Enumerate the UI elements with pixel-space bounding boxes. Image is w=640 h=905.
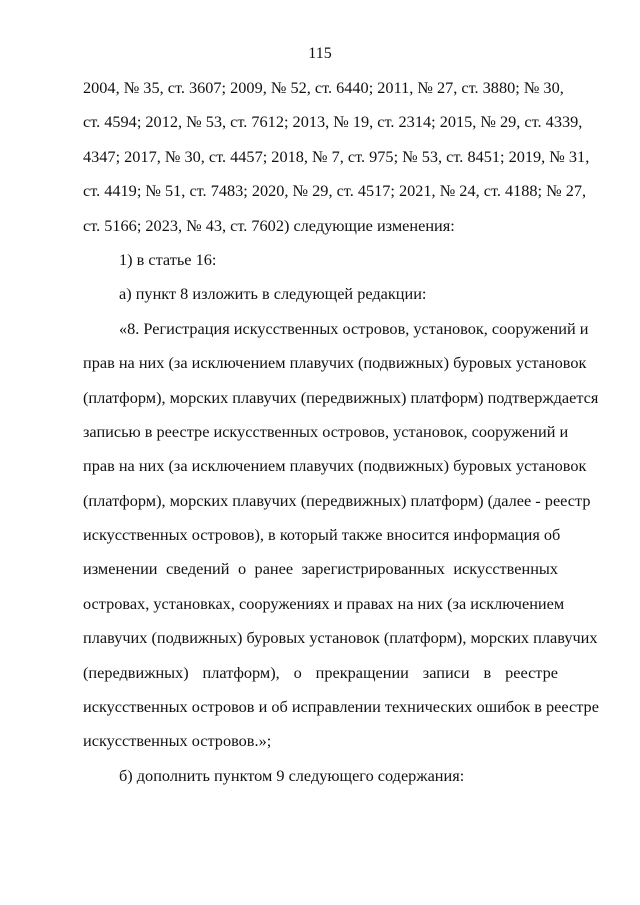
text-line: ст. 4594; 2012, № 53, ст. 7612; 2013, № 19, ст. 2314; 2015, № 29, ст. 4339, xyxy=(83,112,583,132)
text-line: островах, установках, сооружениях и правах на них (за исключением xyxy=(83,593,565,613)
page-number: 115 xyxy=(308,45,332,62)
text-line: 4347; 2017, № 30, ст. 4457; 2018, № 7, ст. 975; № 53, ст. 8451; 2019, № 31, xyxy=(83,146,590,166)
body-text xyxy=(83,71,599,793)
text-line: б) дополнить пунктом 9 следующего содержания: xyxy=(119,765,465,785)
text-line: искусственных островов.»; xyxy=(83,731,272,751)
text-line: (платформ), морских плавучих (передвижных) платформ) подтверждается xyxy=(83,387,599,407)
text-line: (платформ), морских плавучих (передвижных) платформ) (далее - реестр xyxy=(83,490,591,510)
text-line: ст. 5166; 2023, № 43, ст. 7602) следующие изменения: xyxy=(83,215,455,235)
text-line: прав на них (за исключением плавучих (подвижных) буровых установок xyxy=(83,353,587,373)
text-line: прав на них (за исключением плавучих (подвижных) буровых установок xyxy=(83,456,587,476)
text-line: ст. 4419; № 51, ст. 7483; 2020, № 29, ст. 4517; 2021, № 24, ст. 4188; № 27, xyxy=(83,181,587,201)
text-line: искусственных островов и об исправлении технических ошибок в реестре xyxy=(83,697,599,717)
text-line: 2004, № 35, ст. 3607; 2009, № 52, ст. 6440; 2011, № 27, ст. 3880; № 30, xyxy=(83,78,564,97)
text-line: изменении сведений о ранее зарегистрированных искусственных xyxy=(83,559,558,579)
text-line: «8. Регистрация искусственных островов, установок, сооружений и xyxy=(119,318,589,338)
text-line: записью в реестре искусственных островов, установок, сооружений и xyxy=(83,421,569,441)
text-line: а) пункт 8 изложить в следующей редакции: xyxy=(119,284,427,304)
text-line: искусственных островов), в который также вносится информация об xyxy=(83,525,561,545)
text-line: (передвижных) платформ), о прекращении записи в реестре xyxy=(83,662,558,682)
text-line: плавучих (подвижных) буровых установок (платформ), морских плавучих xyxy=(83,628,598,648)
text-line: 1) в статье 16: xyxy=(119,249,217,269)
